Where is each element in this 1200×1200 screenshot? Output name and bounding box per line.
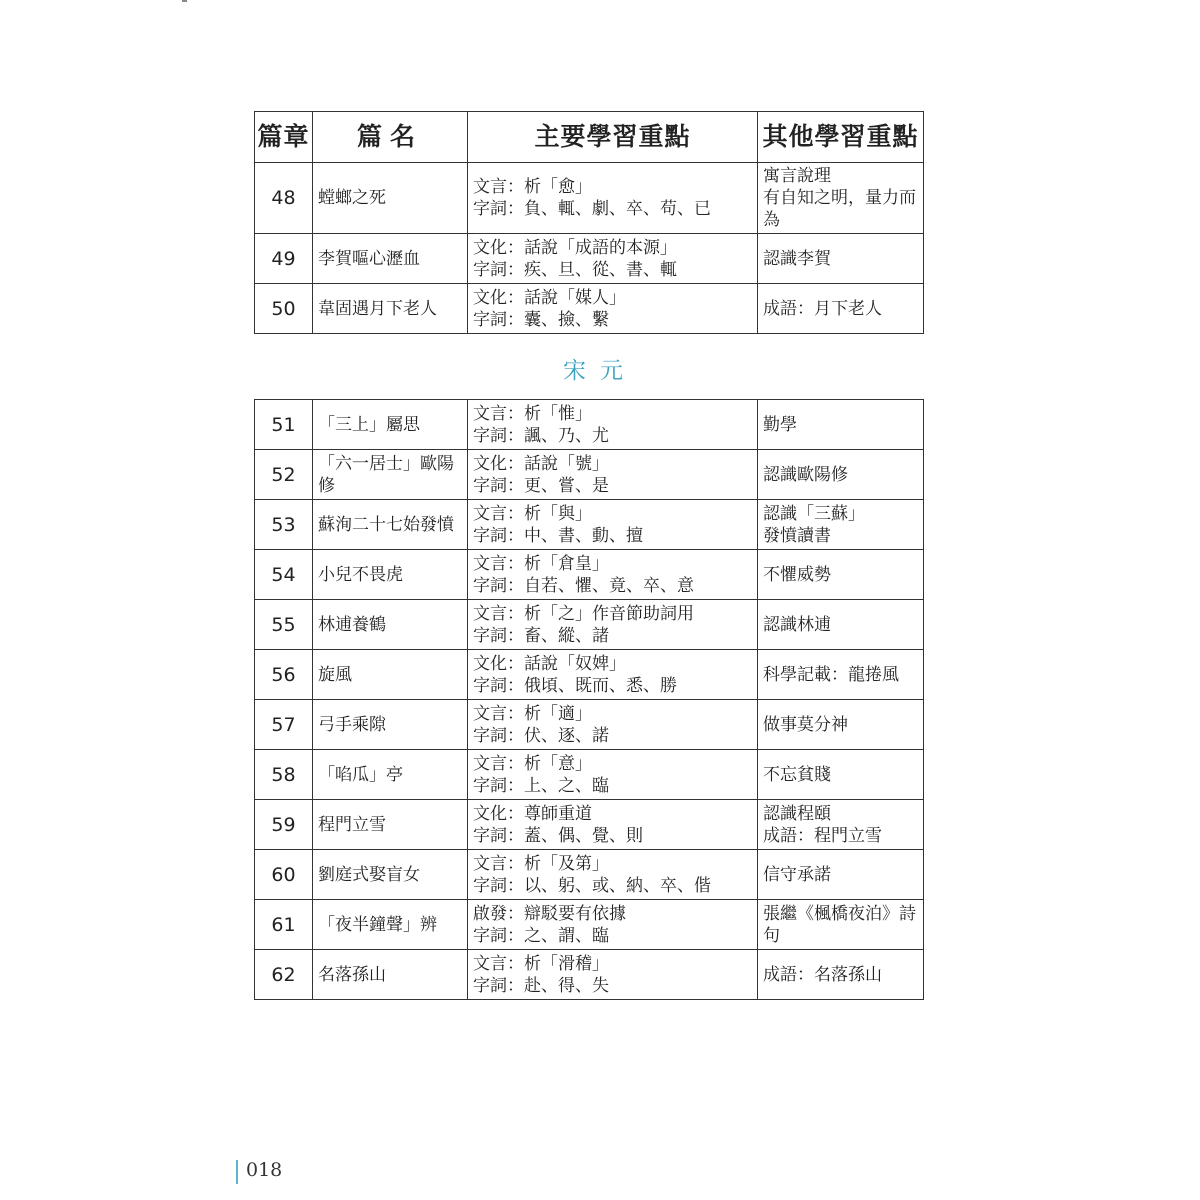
lesson-title: 弓手乘隙 [313,700,468,750]
main-point: 文化：話說「號」 [473,453,609,474]
chapter-number: 54 [255,550,313,600]
lesson-title: 韋固遇月下老人 [313,284,468,334]
other-point: 寓言說理 [763,166,831,186]
table-row [255,400,924,450]
other-point: 不忘貧賤 [763,764,831,785]
main-point: 字詞：之、謂、臨 [473,925,609,946]
main-point: 文言：析「惟」 [473,403,592,424]
table-row [255,900,924,950]
lesson-table-tang [254,111,924,334]
other-points-cell [758,500,924,550]
crop-mark [182,0,187,2]
main-point: 字詞：中、書、動、擅 [473,525,643,546]
main-point: 文化：話說「成語的本源」 [473,237,677,258]
chapter-number: 52 [255,450,313,500]
other-points-cell [758,900,924,950]
page-number-bar [236,1160,238,1184]
chapter-number: 59 [255,800,313,850]
chapter-number: 61 [255,900,313,950]
main-points-cell [468,750,758,800]
other-points-cell [758,600,924,650]
other-points-cell [758,284,924,334]
main-point: 字詞：赴、得、失 [473,975,609,996]
header-main-points: 主要學習重點 [468,112,758,163]
main-point: 文言：析「意」 [473,753,592,774]
main-points-cell [468,600,758,650]
main-point: 啟發：辯駁要有依據 [473,903,626,924]
other-points-cell [758,450,924,500]
other-point: 成語：月下老人 [763,298,882,319]
other-point: 張繼《楓橋夜泊》詩句 [763,903,916,946]
main-points-cell [468,700,758,750]
other-points-cell [758,950,924,1000]
chapter-number: 57 [255,700,313,750]
other-point: 成語：名落孫山 [763,964,882,985]
main-point: 字詞：更、嘗、是 [473,475,609,496]
section-title: 宋元 [563,358,637,384]
other-points-cell [758,650,924,700]
table-row [255,650,924,700]
main-points-cell [468,650,758,700]
table-row [255,800,924,850]
main-point: 文化：話說「奴婢」 [473,653,626,674]
other-point: 做事莫分神 [763,714,848,735]
lesson-title: 「啗瓜」亭 [313,750,468,800]
lesson-title: 「三上」屬思 [313,400,468,450]
lesson-title: 蘇洵二十七始發憤 [313,500,468,550]
main-points-cell [468,550,758,600]
lesson-title: 「六一居士」歐陽修 [313,450,468,500]
table-row [255,284,924,334]
other-point: 不懼威勢 [763,564,831,585]
other-point: 勤學 [763,414,797,435]
other-points-cell [758,400,924,450]
chapter-number: 55 [255,600,313,650]
other-points-cell [758,163,924,234]
page-number: 018 [246,1159,283,1181]
other-point: 認識林逋 [763,614,831,635]
chapter-number: 56 [255,650,313,700]
main-point: 文言：析「愈」 [473,177,592,197]
main-point: 文言：析「之」作音節助詞用 [473,603,694,624]
main-point: 文言：析「及第」 [473,853,609,874]
other-points-cell [758,850,924,900]
main-points-cell [468,950,758,1000]
main-point: 字詞：上、之、臨 [473,775,609,796]
chapter-number: 51 [255,400,313,450]
other-point: 認識程頤 [763,803,831,824]
main-point: 字詞：伏、逐、諾 [473,725,609,746]
table-row [255,750,924,800]
main-points-cell [468,800,758,850]
main-point: 字詞：自若、懼、竟、卒、意 [473,575,694,596]
header-title: 篇名 [313,112,468,163]
main-point: 字詞：蓋、偶、覺、則 [473,825,643,846]
main-point: 文言：析「倉皇」 [473,553,609,574]
table-row [255,550,924,600]
other-points-cell [758,550,924,600]
header-other-points: 其他學習重點 [758,112,924,163]
table-row [255,950,924,1000]
other-point: 認識「三蘇」 [763,503,865,524]
chapter-number: 62 [255,950,313,1000]
lesson-title: 「夜半鐘聲」辨 [313,900,468,950]
table-row [255,500,924,550]
lesson-title: 旋風 [313,650,468,700]
other-point: 有自知之明，量力而為 [763,188,916,230]
other-point: 科學記載：龍捲風 [763,664,899,685]
main-point: 文言：析「與」 [473,503,592,524]
main-point: 字詞：俄頃、既而、悉、勝 [473,675,677,696]
main-points-cell [468,284,758,334]
table-row [255,700,924,750]
lesson-title: 螳螂之死 [313,163,468,234]
lesson-title: 劉庭式娶盲女 [313,850,468,900]
other-points-cell [758,234,924,284]
main-points-cell [468,234,758,284]
lesson-title: 名落孫山 [313,950,468,1000]
other-point: 成語：程門立雪 [763,825,882,846]
main-point: 文言：析「適」 [473,703,592,724]
table-row [255,234,924,284]
lesson-title: 小兒不畏虎 [313,550,468,600]
chapter-number: 48 [255,163,313,234]
main-points-cell [468,850,758,900]
other-points-cell [758,800,924,850]
other-point: 認識歐陽修 [763,464,848,485]
other-point: 認識李賀 [763,248,831,269]
table-row [255,450,924,500]
table-row [255,600,924,650]
main-points-cell [468,450,758,500]
main-point: 文化：話說「媒人」 [473,287,626,308]
other-points-cell [758,750,924,800]
lesson-title: 李賀嘔心瀝血 [313,234,468,284]
other-point: 信守承諾 [763,864,831,885]
main-points-cell [468,900,758,950]
table-row [255,163,924,234]
main-points-cell [468,400,758,450]
main-points-cell [468,500,758,550]
main-point: 字詞：以、躬、或、納、卒、偕 [473,875,711,896]
chapter-number: 58 [255,750,313,800]
main-point: 字詞：諷、乃、尤 [473,425,609,446]
lesson-title: 林逋養鶴 [313,600,468,650]
lesson-table-song-yuan [254,399,924,1000]
other-points-cell [758,700,924,750]
chapter-number: 60 [255,850,313,900]
chapter-number: 49 [255,234,313,284]
main-point: 字詞：負、輒、劇、卒、苟、已 [473,199,711,219]
main-point: 文化：尊師重道 [473,803,592,824]
main-point: 字詞：畜、縱、諸 [473,625,609,646]
main-point: 字詞：疾、旦、從、書、輒 [473,259,677,280]
main-point: 文言：析「滑稽」 [473,953,609,974]
table-row [255,850,924,900]
table-header-row [255,112,924,163]
main-point: 字詞：囊、撿、繫 [473,309,609,330]
header-chapter: 篇章 [255,112,313,163]
lesson-title: 程門立雪 [313,800,468,850]
other-point: 發憤讀書 [763,525,831,546]
chapter-number: 50 [255,284,313,334]
main-points-cell [468,163,758,234]
chapter-number: 53 [255,500,313,550]
